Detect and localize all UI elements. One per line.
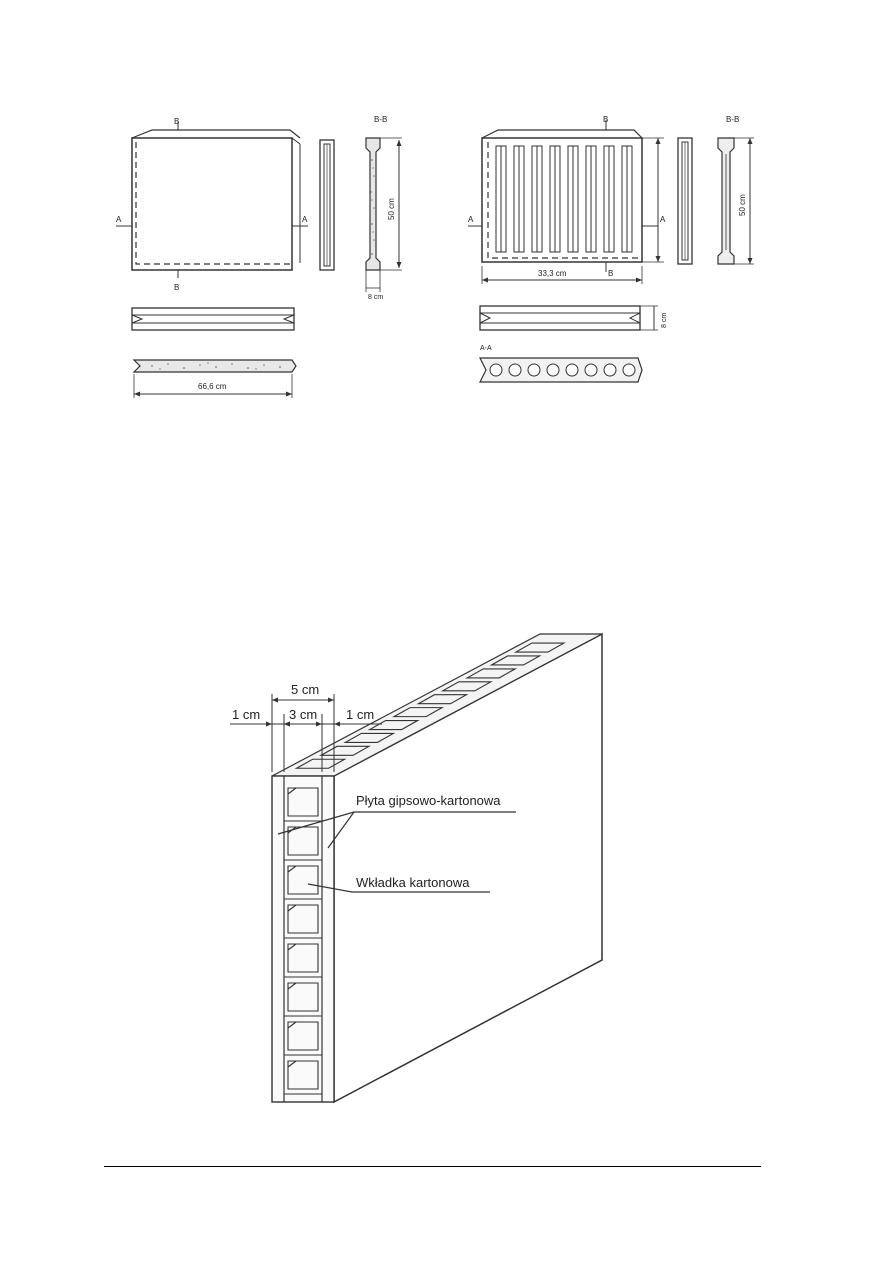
edge-view [132,308,294,330]
section-aa [134,360,296,398]
hollow-gypsum-block-drawing [468,108,758,388]
label-cardboard-insert: Wkładka kartonowa [356,875,470,890]
thickness-dimension: 8 cm [661,312,668,328]
section-title-aa: A-A [480,345,492,352]
front-view [116,122,308,278]
section-mark-a-left: A [116,215,122,224]
core-hole [623,364,635,376]
dimension-left-board: 1 cm [232,707,261,722]
section-bb [718,138,754,264]
width-dimension: 33,3 cm [538,269,567,278]
footer-rule [104,1166,761,1167]
core-hole [585,364,597,376]
section-mark-b-top: B [603,115,609,124]
section-mark-b-top: B [174,117,180,126]
height-dimension: 50 cm [387,198,396,220]
section-mark-a-right: A [660,215,666,224]
core-hole [566,364,578,376]
height-dimension: 50 cm [738,194,747,216]
section-title-bb: B-B [374,115,388,124]
core-hole [490,364,502,376]
section-aa [480,358,642,382]
core-hole [547,364,559,376]
core-hole [509,364,521,376]
dimension-right-board: 1 cm [346,707,375,722]
section-mark-b-bottom: B [608,269,614,278]
section-title-bb: B-B [726,115,740,124]
side-view [678,138,692,264]
dimension-total-width: 5 cm [291,682,320,697]
dimension-core-width: 3 cm [289,707,318,722]
section-mark-b-bottom: B [174,283,180,292]
section-bb [366,138,402,292]
core-hole [528,364,540,376]
section-mark-a-left: A [468,215,474,224]
thickness-dimension: 8 cm [368,294,384,301]
label-gypsum-board: Płyta gipsowo-kartonowa [356,793,501,808]
front-view [468,120,664,284]
gypsum-cardboard-panel-drawing [222,622,612,1115]
solid-gypsum-block-drawing [112,108,412,398]
width-dimension: 66,6 cm [198,382,227,391]
panel-front-edge [272,776,334,1102]
edge-view [480,306,658,330]
core-hole [604,364,616,376]
section-mark-a-right: A [302,215,308,224]
side-view [320,140,334,270]
